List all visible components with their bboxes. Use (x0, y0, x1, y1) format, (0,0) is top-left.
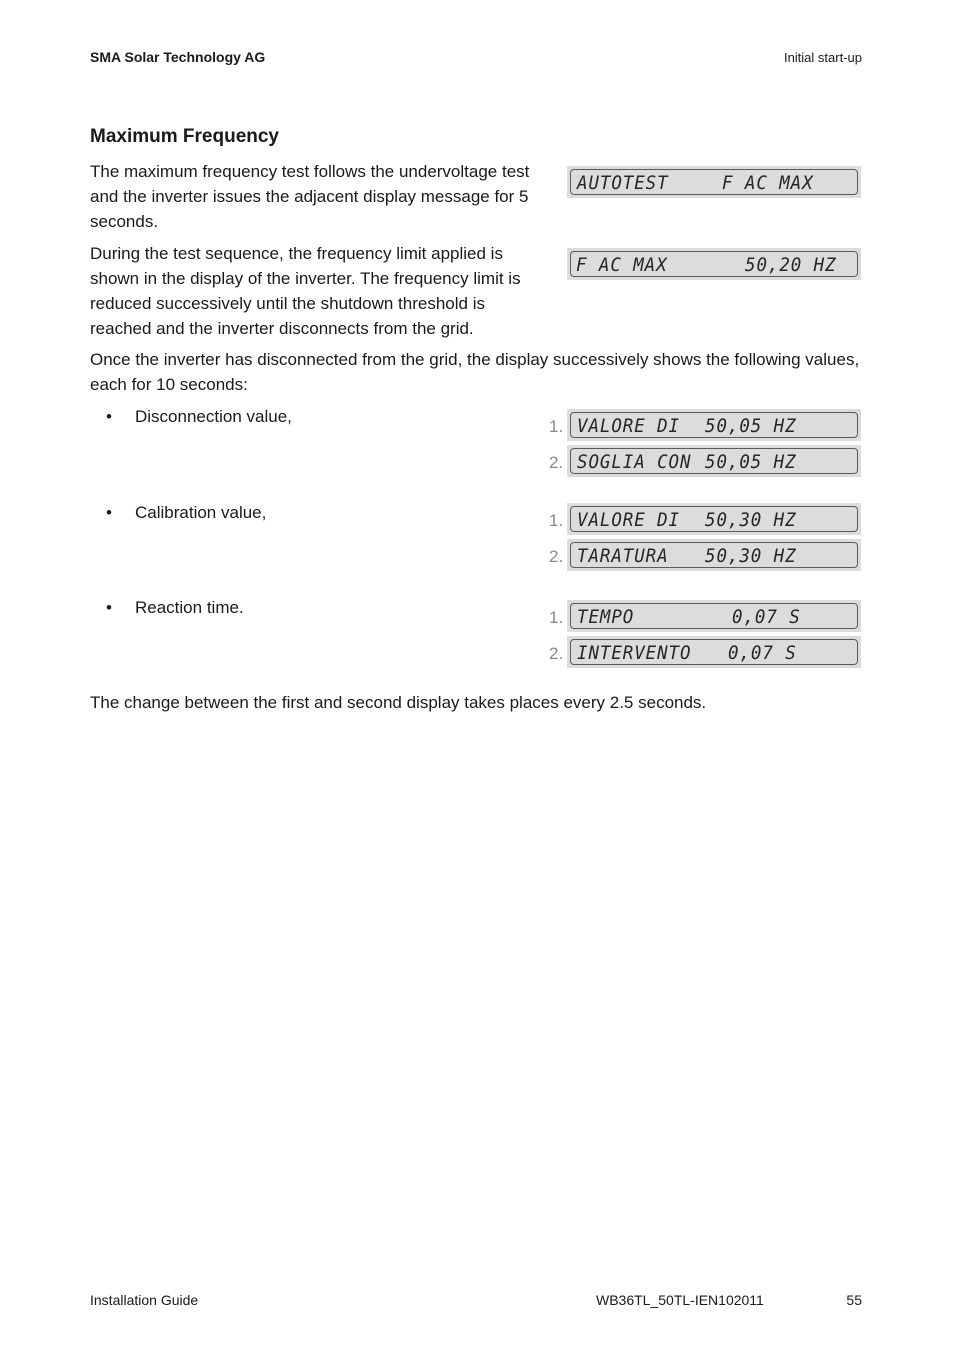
list-item (106, 595, 244, 620)
paragraph-display-change: The change between the first and second display takes places every 2.5 seconds. (90, 693, 707, 712)
display-number: 2. (549, 453, 564, 472)
display-number: 1. (549, 417, 564, 436)
lcd-display-disconnection-1 (567, 409, 861, 441)
lcd-text-right: 50,20 HZ (745, 254, 837, 276)
list-item-text: Reaction time. (135, 598, 244, 617)
paragraph-intro: The maximum frequency test follows the undervoltage test and the inverter issues the adjacent display message for 5 seconds. (90, 162, 530, 231)
lcd-text-right: 50,30 HZ (705, 545, 797, 567)
footer-guide-name: Installation Guide (90, 1292, 199, 1308)
lcd-display-reaction-1 (567, 600, 861, 632)
lcd-text-right: 50,05 HZ (705, 415, 797, 437)
lcd-text-left: F AC MAX (576, 254, 668, 276)
lcd-text-left: SOGLIA CON (577, 451, 692, 473)
lcd-display-calibration-1 (567, 503, 861, 535)
page-title: Maximum Frequency (90, 126, 279, 147)
bullet-symbol: • (106, 598, 112, 617)
footer-doc-id: WB36TL_50TL-IEN102011 (596, 1292, 764, 1308)
list-item (106, 404, 292, 429)
display-number: 2. (549, 547, 564, 566)
lcd-display-calibration-2 (567, 539, 861, 571)
lcd-text-right: 50,30 HZ (705, 509, 797, 531)
display-number: 1. (549, 608, 564, 627)
paragraph-test-sequence: During the test sequence, the frequency limit applied is shown in the display of the inverter. The frequency limit is reduced successively until the shutdown threshold is reached and the inverter disconnects from the grid. (90, 244, 521, 338)
bullet-symbol: • (106, 503, 112, 522)
lcd-text-right: 0,07 S (732, 606, 801, 628)
lcd-text-left: INTERVENTO (577, 642, 692, 664)
lcd-text-left: VALORE DI (577, 509, 680, 531)
lcd-text-left: TARATURA (577, 545, 669, 567)
display-number: 2. (549, 644, 564, 663)
display-number: 1. (549, 511, 564, 530)
lcd-text-right: F AC MAX (722, 172, 814, 194)
header-section: Initial start-up (783, 50, 862, 65)
lcd-text-left: TEMPO (577, 606, 635, 628)
list-item-text: Calibration value, (135, 503, 267, 522)
lcd-text-left: AUTOTEST (577, 172, 669, 194)
lcd-display-reaction-2 (567, 636, 861, 668)
lcd-text-right: 0,07 S (728, 642, 797, 664)
list-item-text: Disconnection value, (135, 407, 292, 426)
lcd-text-right: 50,05 HZ (705, 451, 797, 473)
bullet-symbol: • (106, 407, 112, 426)
list-item (106, 500, 266, 525)
footer-page-number: 55 (846, 1292, 862, 1308)
lcd-display-autotest (567, 166, 861, 198)
paragraph-disconnect-values: Once the inverter has disconnected from the grid, the display successively shows the following values, each for 10 seconds: (90, 350, 860, 394)
lcd-display-disconnection-2 (567, 445, 861, 477)
header-company: SMA Solar Technology AG (90, 49, 266, 65)
lcd-display-frequency-limit (567, 248, 861, 280)
lcd-text-left: VALORE DI (577, 415, 680, 437)
